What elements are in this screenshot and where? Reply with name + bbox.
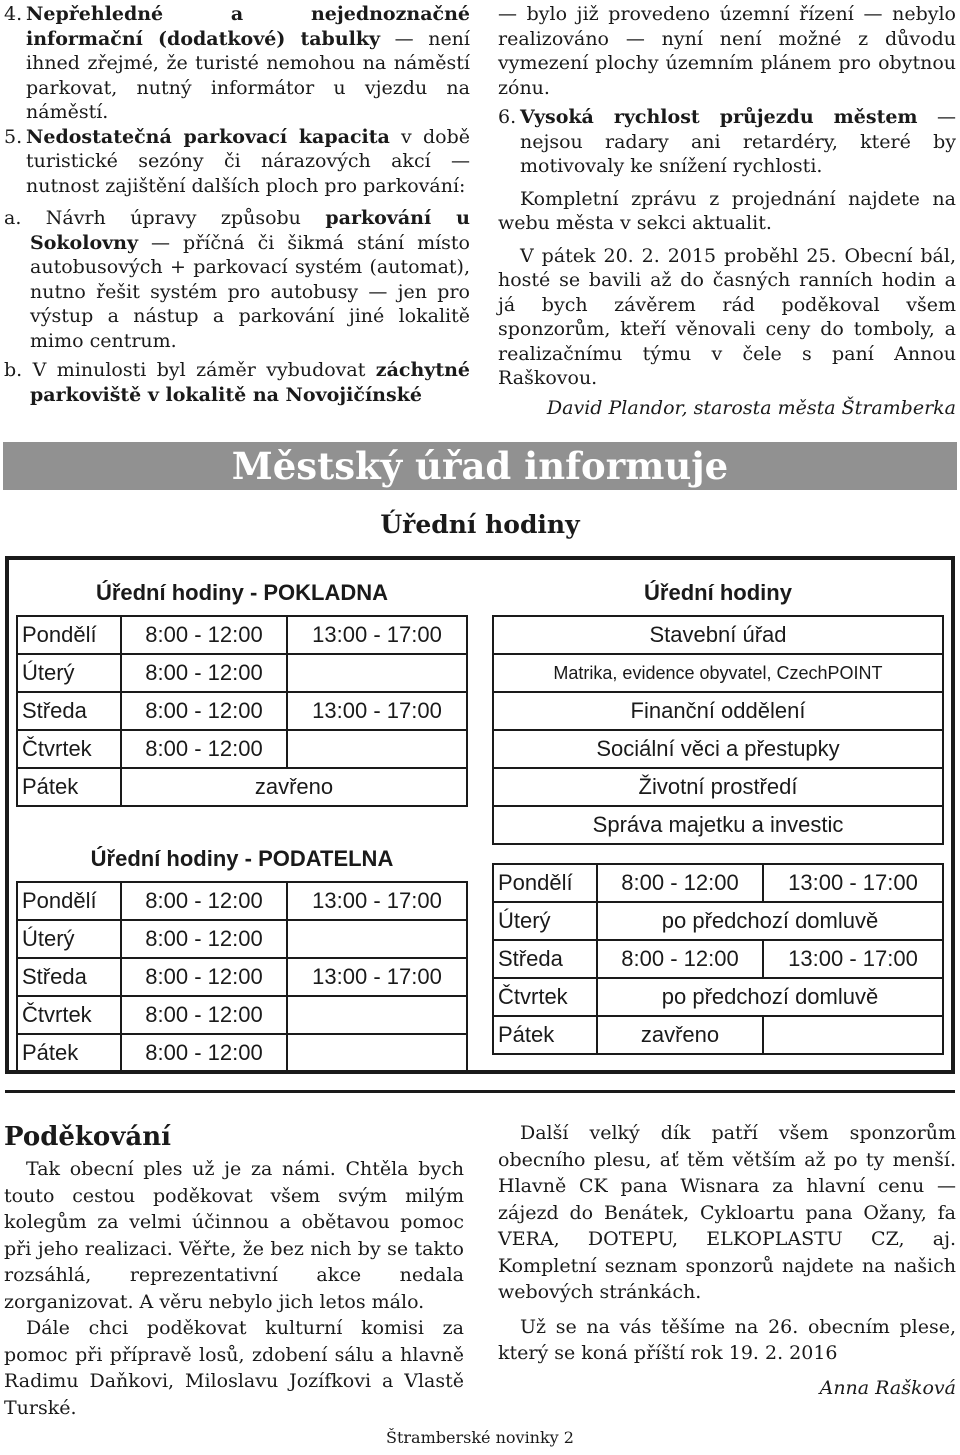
day-cell: Středa — [17, 692, 121, 730]
time-cell: 13:00 - 17:00 — [287, 958, 467, 996]
table-title: Úřední hodiny - PODATELNA — [90, 845, 394, 871]
day-cell: Středa — [493, 940, 597, 978]
list-text — [26, 2, 470, 125]
sub-b-heading: záchytné parkoviště v lokalitě na Novojičínské — [30, 359, 470, 406]
day-cell: Pondělí — [17, 882, 121, 920]
department-item: Životní prostředí — [493, 768, 943, 806]
time-cell — [287, 920, 467, 958]
department-item: Matrika, evidence obyvatel, CzechPOINT — [493, 654, 943, 692]
time-cell — [287, 654, 467, 692]
time-cell: 8:00 - 12:00 — [597, 940, 763, 978]
departments-hours-table — [492, 570, 944, 1055]
day-cell: Úterý — [17, 920, 121, 958]
closed-cell: zavřeno — [597, 1016, 763, 1054]
article-left-column — [4, 2, 470, 412]
list-number: 4. — [4, 3, 23, 25]
closed-cell: zavřeno — [121, 768, 467, 806]
day-cell: Úterý — [493, 902, 597, 940]
table-title: Úřední hodiny - POKLADNA — [95, 579, 389, 605]
department-item: Finanční oddělení — [493, 692, 943, 730]
item-4-heading: Nepřehledné a nejednoznačné informační (dodatkové) tabulky — [26, 3, 470, 50]
table-row — [17, 996, 467, 1034]
list-item-4 — [4, 2, 470, 125]
time-cell: 8:00 - 12:00 — [121, 996, 287, 1034]
article-right-column — [498, 2, 956, 425]
time-cell: 8:00 - 12:00 — [597, 864, 763, 902]
day-cell: Úterý — [17, 654, 121, 692]
sub-b-continuation: — bylo již provedeno územní řízení — nebylo realizováno — nyní není možné z důvodu vymezení plochy územním plánem pro obytnou zónu. — [498, 3, 956, 99]
list-number: 6. — [498, 106, 517, 128]
table-row — [17, 920, 467, 958]
time-cell: 8:00 - 12:00 — [121, 958, 287, 996]
list-item-6 — [498, 105, 956, 179]
page-footer: Štramberské novinky 2 — [386, 1428, 574, 1447]
time-cell: 13:00 - 17:00 — [763, 940, 943, 978]
thanks-paragraph-4: Už se na vás těšíme na 26. obecním plese, který se koná příští rok 19. 2. 2016 — [498, 1315, 956, 1364]
time-cell: 8:00 - 12:00 — [121, 920, 287, 958]
day-cell: Středa — [17, 958, 121, 996]
table-row — [493, 1016, 943, 1054]
time-cell: 8:00 - 12:00 — [121, 692, 287, 730]
list-number: 5. — [4, 125, 23, 148]
day-cell: Pátek — [17, 768, 121, 806]
thanks-signature: Anna Rašková — [819, 1376, 956, 1399]
time-cell: 8:00 - 12:00 — [121, 730, 287, 768]
pokladna-hours-table — [16, 570, 468, 807]
time-cell: 8:00 - 12:00 — [121, 1034, 287, 1072]
day-cell: Čtvrtek — [493, 978, 597, 1016]
section-subtitle: Úřední hodiny — [380, 510, 580, 539]
note-cell: po předchozí domluvě — [597, 978, 943, 1016]
ball-paragraph: V pátek 20. 2. 2015 proběhl 25. Obecní bál, hosté se bavili až do časných ranních hodin a já bych závěrem rád poděkoval všem sponzorům, kteří věnovali ceny do tomboly, a realizačnímu týmu v čele s paní Annou Raškovou. — [498, 244, 956, 389]
thanks-left-column — [4, 1120, 464, 1421]
time-cell: 13:00 - 17:00 — [287, 882, 467, 920]
thanks-paragraph-1: Tak obecní ples už je za námi. Chtěla bych touto cestou poděkovat všem svým milým kolegům za velmi účinnou a obětavou pomoc při jeho realizaci. Věřte, že bez nich by se takto rozsáhlá, reprezentativní akce nedala zorganizovat. A věru nebylo jich letos málo. — [4, 1158, 464, 1313]
time-cell — [287, 996, 467, 1034]
table-row — [493, 864, 943, 902]
list-item-5 — [4, 125, 470, 199]
time-cell: 13:00 - 17:00 — [287, 692, 467, 730]
day-cell: Pátek — [493, 1016, 597, 1054]
item-5-heading: Nedostatečná parkovací kapacita — [26, 125, 390, 148]
item-6-heading: Vysoká rychlost průjezdu městem — [520, 106, 918, 128]
table-row — [493, 902, 943, 940]
day-cell: Pondělí — [493, 864, 597, 902]
day-cell: Čtvrtek — [17, 996, 121, 1034]
item-4-body: — není ihned zřejmé, že turisté nemohou na náměstí parkovat, nutný informátor u vjezdu na náměstí. — [26, 27, 470, 123]
thanks-right-column — [498, 1120, 956, 1401]
time-cell — [287, 730, 467, 768]
table-row — [17, 654, 467, 692]
sub-item-a — [4, 206, 470, 353]
sub-b-intro: b. V minulosti byl záměr vybudovat — [4, 359, 376, 381]
time-cell — [287, 1034, 467, 1072]
table-row — [17, 1034, 467, 1072]
day-cell: Pondělí — [17, 616, 121, 654]
time-cell: 13:00 - 17:00 — [763, 864, 943, 902]
list-text — [26, 125, 470, 199]
podatelna-hours-table — [16, 836, 468, 1073]
department-item: Správa majetku a investic — [493, 806, 943, 844]
table-row — [17, 958, 467, 996]
thanks-paragraph-2: Dále chci poděkovat kulturní komisi za pomoc při přípravě losů, zdobení sálu a hlavně Radimu Daňkovi, Miloslavu Jozífkovi a Vlastě Turské. — [4, 1317, 464, 1419]
department-item: Sociální věci a přestupky — [493, 730, 943, 768]
table-row — [17, 616, 467, 654]
day-cell: Pátek — [17, 1034, 121, 1072]
sub-a-intro: a. Návrh úpravy způsobu — [4, 207, 326, 229]
table-row — [17, 730, 467, 768]
time-cell: 8:00 - 12:00 — [121, 616, 287, 654]
sub-a-body: — příčná či šikmá stání místo autobusových + parkovací systém (automat), nutno řešit systém pro autobusy — jen pro výstup a nástup a parkování jiné lokalitě mimo centrum. — [30, 231, 470, 352]
mayor-signature: David Plandor, starosta města Štramberka — [546, 396, 956, 419]
sub-a-heading: parkování u Sokolovny — [30, 207, 470, 254]
table-title: Úřední hodiny — [644, 579, 792, 605]
department-item: Stavební úřad — [493, 616, 943, 654]
time-cell: 8:00 - 12:00 — [121, 882, 287, 920]
thanks-heading: Poděkování — [4, 1122, 172, 1152]
time-cell: 13:00 - 17:00 — [287, 616, 467, 654]
time-cell: 8:00 - 12:00 — [121, 654, 287, 692]
section-banner-title: Městský úřad informuje — [231, 444, 729, 488]
report-paragraph: Kompletní zprávu z projednání najdete na webu města v sekci aktualit. — [498, 187, 956, 234]
section-divider — [5, 1090, 955, 1093]
item-5-body: v době turistické sezóny či nárazových akcí — nutnost zajištění dalších ploch pro parkování: — [26, 125, 470, 197]
table-row — [493, 978, 943, 1016]
day-cell: Čtvrtek — [17, 730, 121, 768]
sub-item-b — [4, 358, 470, 407]
table-row — [493, 940, 943, 978]
list-text — [520, 105, 956, 179]
table-row — [17, 882, 467, 920]
table-row — [17, 692, 467, 730]
item-6-body: — nejsou radary ani retardéry, které by motivovaly ke snížení rychlosti. — [520, 106, 956, 177]
table-row — [17, 768, 467, 806]
time-cell — [763, 1016, 943, 1054]
thanks-paragraph-3: Další velký dík patří všem sponzorům obecního plesu, ať těm větším až po ty menší. Hlavně CK pana Wisnara za hlavní cenu — zájezd do Benátek, Cykloartu pana Ožany, fa VERA, DOTEPU, ELKOPLASTU CZ, aj. Kompletní seznam sponzorů najdete na našich webových stránkách. — [498, 1122, 956, 1303]
note-cell: po předchozí domluvě — [597, 902, 943, 940]
